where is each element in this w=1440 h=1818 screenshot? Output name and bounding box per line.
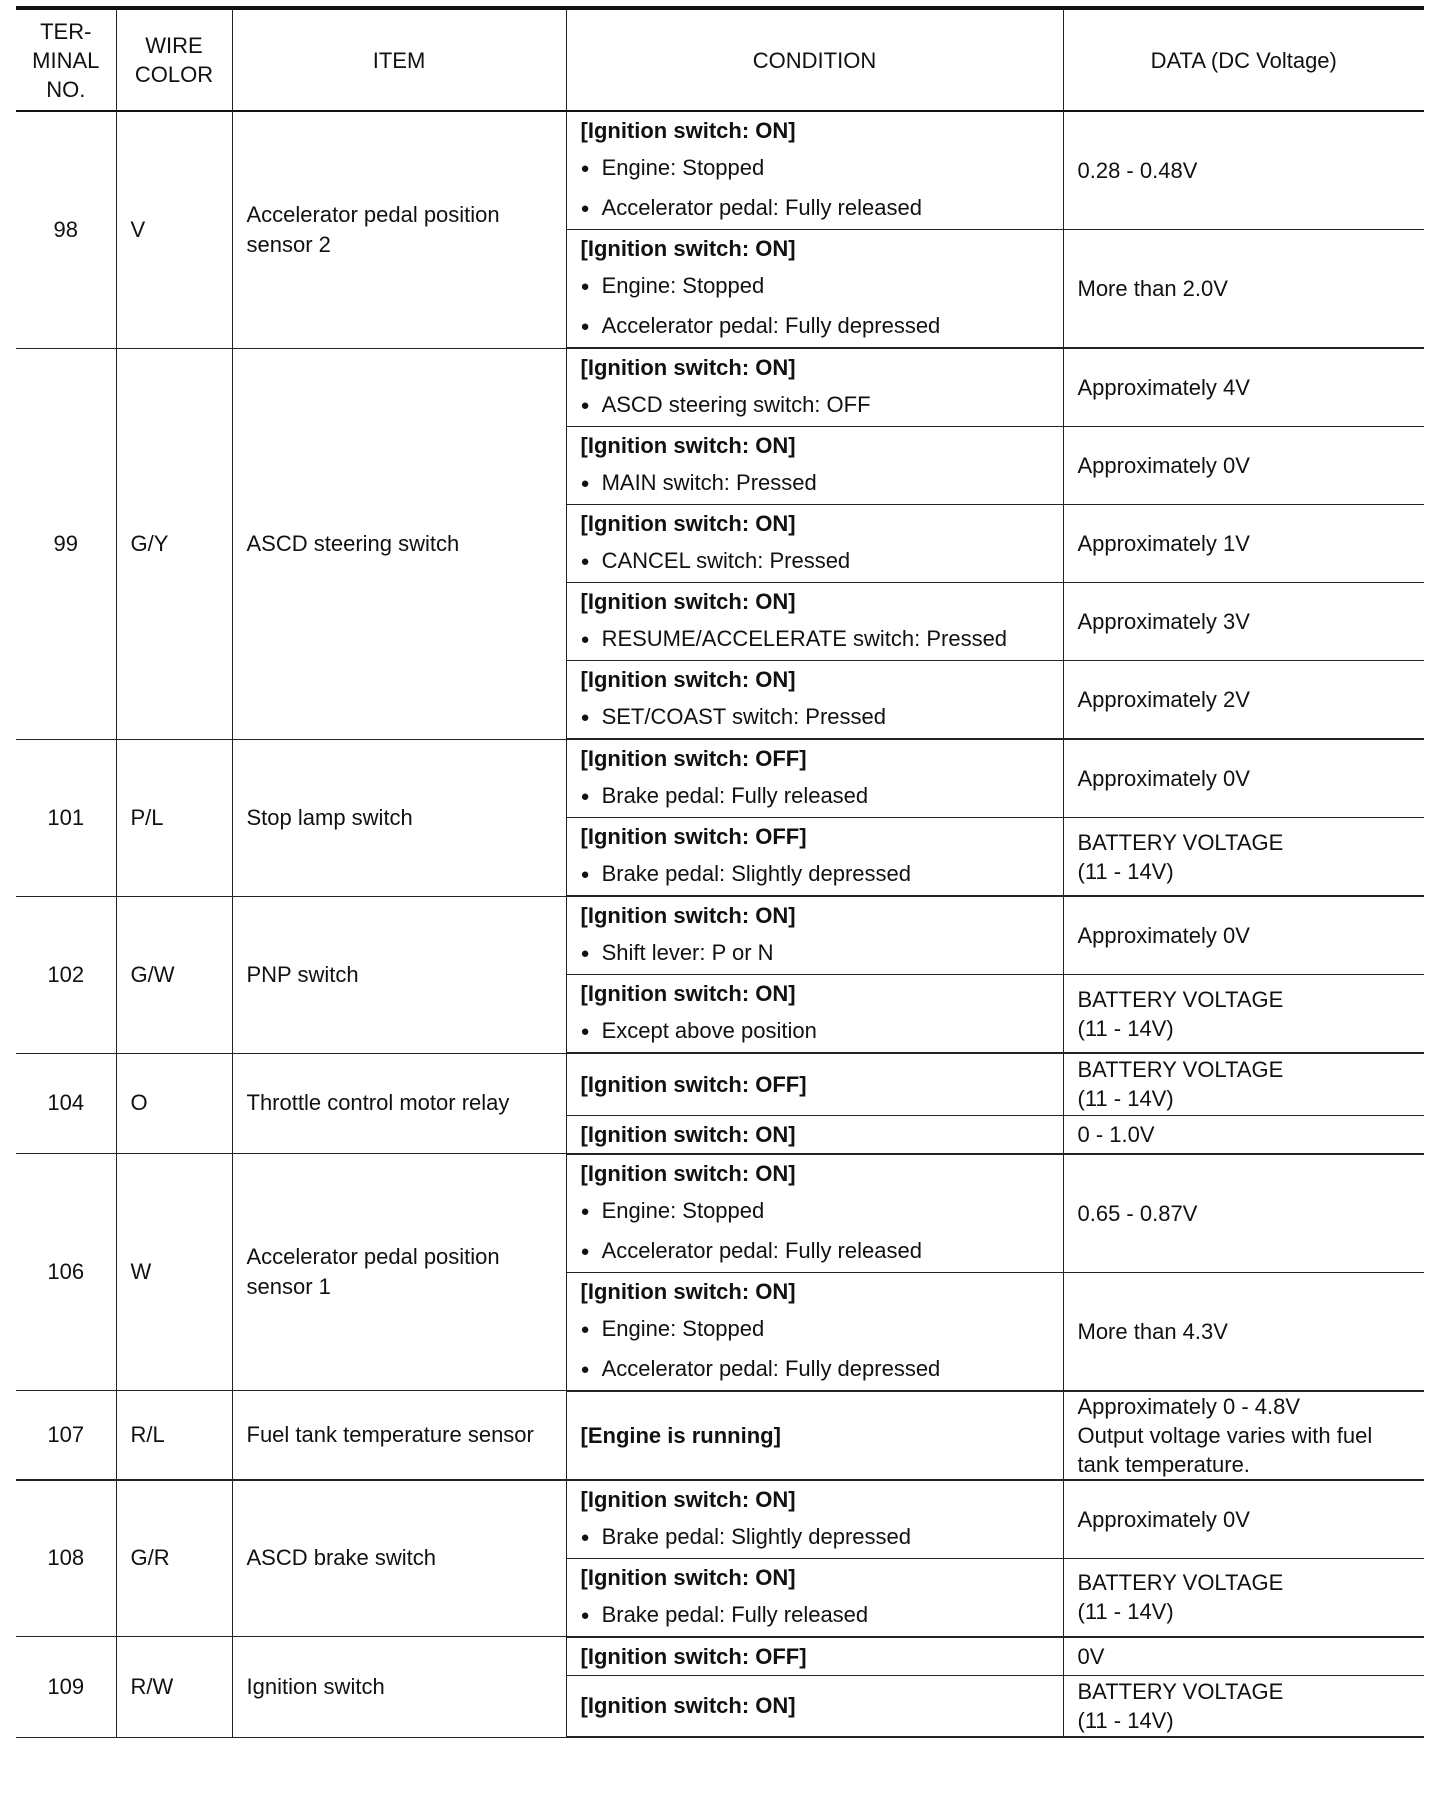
data-voltage-cell: 0V bbox=[1063, 1637, 1424, 1676]
condition-cell bbox=[566, 896, 1063, 975]
condition-bullet: ● Brake pedal: Slightly depressed bbox=[581, 1518, 1049, 1558]
data-voltage-cell: BATTERY VOLTAGE (11 - 14V) bbox=[1063, 1053, 1424, 1115]
table-row bbox=[16, 1391, 1424, 1480]
condition-bullet: ● Brake pedal: Fully released bbox=[581, 777, 1049, 817]
data-voltage-cell: More than 4.3V bbox=[1063, 1272, 1424, 1391]
condition-heading: [Ignition switch: ON] bbox=[580, 1564, 796, 1590]
condition-bullet: ● MAIN switch: Pressed bbox=[581, 464, 1049, 504]
condition-bullet: ● CANCEL switch: Pressed bbox=[581, 542, 1049, 582]
item-cell: Stop lamp switch bbox=[232, 739, 566, 896]
data-voltage-cell: Approximately 2V bbox=[1063, 661, 1424, 740]
header-wire-line: COLOR bbox=[134, 62, 214, 87]
terminal-no-cell: 102 bbox=[16, 896, 116, 1053]
condition-cell bbox=[566, 1558, 1063, 1637]
condition-heading: [Ignition switch: OFF] bbox=[580, 824, 807, 849]
data-voltage-cell: Approximately 4V bbox=[1063, 348, 1424, 427]
condition-cell bbox=[566, 111, 1063, 230]
condition-heading: [Ignition switch: ON] bbox=[580, 118, 796, 143]
data-voltage-cell: Approximately 0V bbox=[1063, 896, 1424, 975]
item-cell: Throttle control motor relay bbox=[232, 1053, 566, 1154]
header-terminal-line: NO. bbox=[46, 76, 86, 102]
table-row bbox=[16, 1053, 1424, 1115]
wire-color-cell: R/L bbox=[116, 1391, 232, 1480]
item-cell: Ignition switch bbox=[232, 1637, 566, 1738]
condition-heading: [Ignition switch: ON] bbox=[580, 1693, 796, 1719]
header-terminal-line: TER- bbox=[40, 18, 92, 44]
wire-color-cell: V bbox=[116, 111, 232, 348]
condition-bullet: ● Accelerator pedal: Fully depressed bbox=[581, 1350, 1049, 1390]
terminal-no-cell: 106 bbox=[16, 1154, 116, 1391]
condition-bullet: ● Accelerator pedal: Fully depressed bbox=[581, 307, 1049, 347]
item-cell: Accelerator pedal position sensor 2 bbox=[232, 111, 566, 348]
condition-cell bbox=[566, 1637, 1063, 1676]
condition-cell bbox=[566, 1272, 1063, 1391]
wire-color-cell: G/R bbox=[116, 1480, 232, 1637]
header-terminal-line: MINAL bbox=[32, 47, 100, 73]
condition-cell bbox=[566, 230, 1063, 349]
data-voltage-cell: 0.28 - 0.48V bbox=[1063, 111, 1424, 230]
data-voltage-cell: 0 - 1.0V bbox=[1063, 1115, 1424, 1154]
ecm-terminal-table bbox=[16, 6, 1424, 1738]
condition-heading: [Ignition switch: ON] bbox=[580, 1278, 796, 1304]
condition-bullet: ● Engine: Stopped bbox=[581, 267, 1049, 307]
table-row bbox=[16, 1154, 1424, 1273]
wire-color-cell: O bbox=[116, 1053, 232, 1154]
condition-cell bbox=[566, 1675, 1063, 1737]
data-voltage-cell: Approximately 0V bbox=[1063, 739, 1424, 818]
table-row bbox=[16, 896, 1424, 975]
condition-cell bbox=[566, 583, 1063, 661]
header-item: ITEM bbox=[232, 8, 566, 111]
table-header bbox=[16, 8, 1424, 111]
wire-color-cell: P/L bbox=[116, 739, 232, 896]
terminal-no-cell: 101 bbox=[16, 739, 116, 896]
condition-bullet: ● Engine: Stopped bbox=[581, 1310, 1049, 1350]
condition-heading: [Ignition switch: OFF] bbox=[580, 1071, 807, 1097]
condition-heading: [Ignition switch: ON] bbox=[580, 433, 796, 458]
condition-cell bbox=[566, 975, 1063, 1054]
condition-cell bbox=[566, 739, 1063, 818]
condition-cell bbox=[566, 505, 1063, 583]
data-voltage-cell: BATTERY VOLTAGE (11 - 14V) bbox=[1063, 1558, 1424, 1637]
terminal-no-cell: 98 bbox=[16, 111, 116, 348]
header-row bbox=[16, 8, 1424, 111]
condition-heading: [Ignition switch: OFF] bbox=[580, 1643, 807, 1669]
condition-cell bbox=[566, 1391, 1063, 1480]
item-cell: Accelerator pedal position sensor 1 bbox=[232, 1154, 566, 1391]
terminal-no-cell: 107 bbox=[16, 1391, 116, 1480]
data-voltage-cell: Approximately 0 - 4.8V Output voltage varies with fuel tank temperature. bbox=[1063, 1391, 1424, 1480]
condition-bullet: ● ASCD steering switch: OFF bbox=[581, 386, 1049, 426]
wire-color-cell: W bbox=[116, 1154, 232, 1391]
data-voltage-cell: Approximately 0V bbox=[1063, 427, 1424, 505]
table-row bbox=[16, 1480, 1424, 1559]
header-terminal-no bbox=[16, 8, 116, 111]
condition-cell bbox=[566, 1480, 1063, 1559]
table-row bbox=[16, 739, 1424, 818]
condition-heading: [Ignition switch: ON] bbox=[580, 355, 796, 380]
condition-heading: [Ignition switch: ON] bbox=[580, 981, 796, 1006]
condition-heading: [Ignition switch: ON] bbox=[580, 903, 796, 928]
data-voltage-cell: Approximately 3V bbox=[1063, 583, 1424, 661]
data-voltage-cell: BATTERY VOLTAGE (11 - 14V) bbox=[1063, 975, 1424, 1054]
header-wire-line: WIRE bbox=[145, 33, 203, 58]
condition-bullet: ● Accelerator pedal: Fully released bbox=[581, 189, 1049, 229]
condition-cell bbox=[566, 1154, 1063, 1273]
item-cell: Fuel tank temperature sensor bbox=[232, 1391, 566, 1480]
header-data: DATA (DC Voltage) bbox=[1063, 8, 1424, 111]
condition-heading: [Ignition switch: ON] bbox=[580, 1121, 796, 1147]
table-row bbox=[16, 1637, 1424, 1676]
item-cell: PNP switch bbox=[232, 896, 566, 1053]
header-condition: CONDITION bbox=[566, 8, 1063, 111]
wire-color-cell: R/W bbox=[116, 1637, 232, 1738]
condition-cell bbox=[566, 1115, 1063, 1154]
data-voltage-cell: BATTERY VOLTAGE (11 - 14V) bbox=[1063, 1675, 1424, 1737]
table-row bbox=[16, 348, 1424, 427]
condition-cell bbox=[566, 818, 1063, 897]
wire-color-cell: G/W bbox=[116, 896, 232, 1053]
terminal-no-cell: 109 bbox=[16, 1637, 116, 1738]
data-voltage-cell: BATTERY VOLTAGE (11 - 14V) bbox=[1063, 818, 1424, 897]
condition-bullet: ● Engine: Stopped bbox=[581, 149, 1049, 189]
terminal-no-cell: 104 bbox=[16, 1053, 116, 1154]
condition-cell bbox=[566, 1053, 1063, 1115]
condition-heading: [Ignition switch: ON] bbox=[580, 1160, 796, 1186]
table-row bbox=[16, 111, 1424, 230]
condition-bullet: ● Brake pedal: Slightly depressed bbox=[581, 855, 1049, 895]
condition-bullet: ● Shift lever: P or N bbox=[581, 934, 1049, 974]
condition-cell bbox=[566, 427, 1063, 505]
condition-heading: [Ignition switch: ON] bbox=[580, 667, 796, 692]
table-body bbox=[16, 111, 1424, 1737]
condition-heading: [Engine is running] bbox=[580, 1422, 781, 1448]
condition-bullet: ● Accelerator pedal: Fully released bbox=[581, 1232, 1049, 1272]
condition-bullet: ● SET/COAST switch: Pressed bbox=[581, 698, 1049, 738]
condition-heading: [Ignition switch: ON] bbox=[580, 589, 796, 614]
condition-heading: [Ignition switch: ON] bbox=[580, 236, 796, 261]
item-cell: ASCD brake switch bbox=[232, 1480, 566, 1637]
wire-color-cell: G/Y bbox=[116, 348, 232, 739]
condition-cell bbox=[566, 661, 1063, 740]
terminal-no-cell: 99 bbox=[16, 348, 116, 739]
condition-cell bbox=[566, 348, 1063, 427]
condition-bullet: ● RESUME/ACCELERATE switch: Pressed bbox=[581, 620, 1049, 660]
condition-heading: [Ignition switch: ON] bbox=[580, 1486, 796, 1512]
condition-bullet: ● Brake pedal: Fully released bbox=[581, 1596, 1049, 1636]
data-voltage-cell: 0.65 - 0.87V bbox=[1063, 1154, 1424, 1273]
condition-heading: [Ignition switch: ON] bbox=[580, 511, 796, 536]
data-voltage-cell: More than 2.0V bbox=[1063, 230, 1424, 349]
header-wire-color bbox=[116, 8, 232, 111]
terminal-no-cell: 108 bbox=[16, 1480, 116, 1637]
condition-bullet: ● Engine: Stopped bbox=[581, 1192, 1049, 1232]
data-voltage-cell: Approximately 1V bbox=[1063, 505, 1424, 583]
ecm-terminal-table-sheet bbox=[16, 6, 1424, 1738]
item-cell: ASCD steering switch bbox=[232, 348, 566, 739]
condition-heading: [Ignition switch: OFF] bbox=[580, 746, 807, 771]
condition-bullet: ● Except above position bbox=[581, 1012, 1049, 1052]
data-voltage-cell: Approximately 0V bbox=[1063, 1480, 1424, 1559]
